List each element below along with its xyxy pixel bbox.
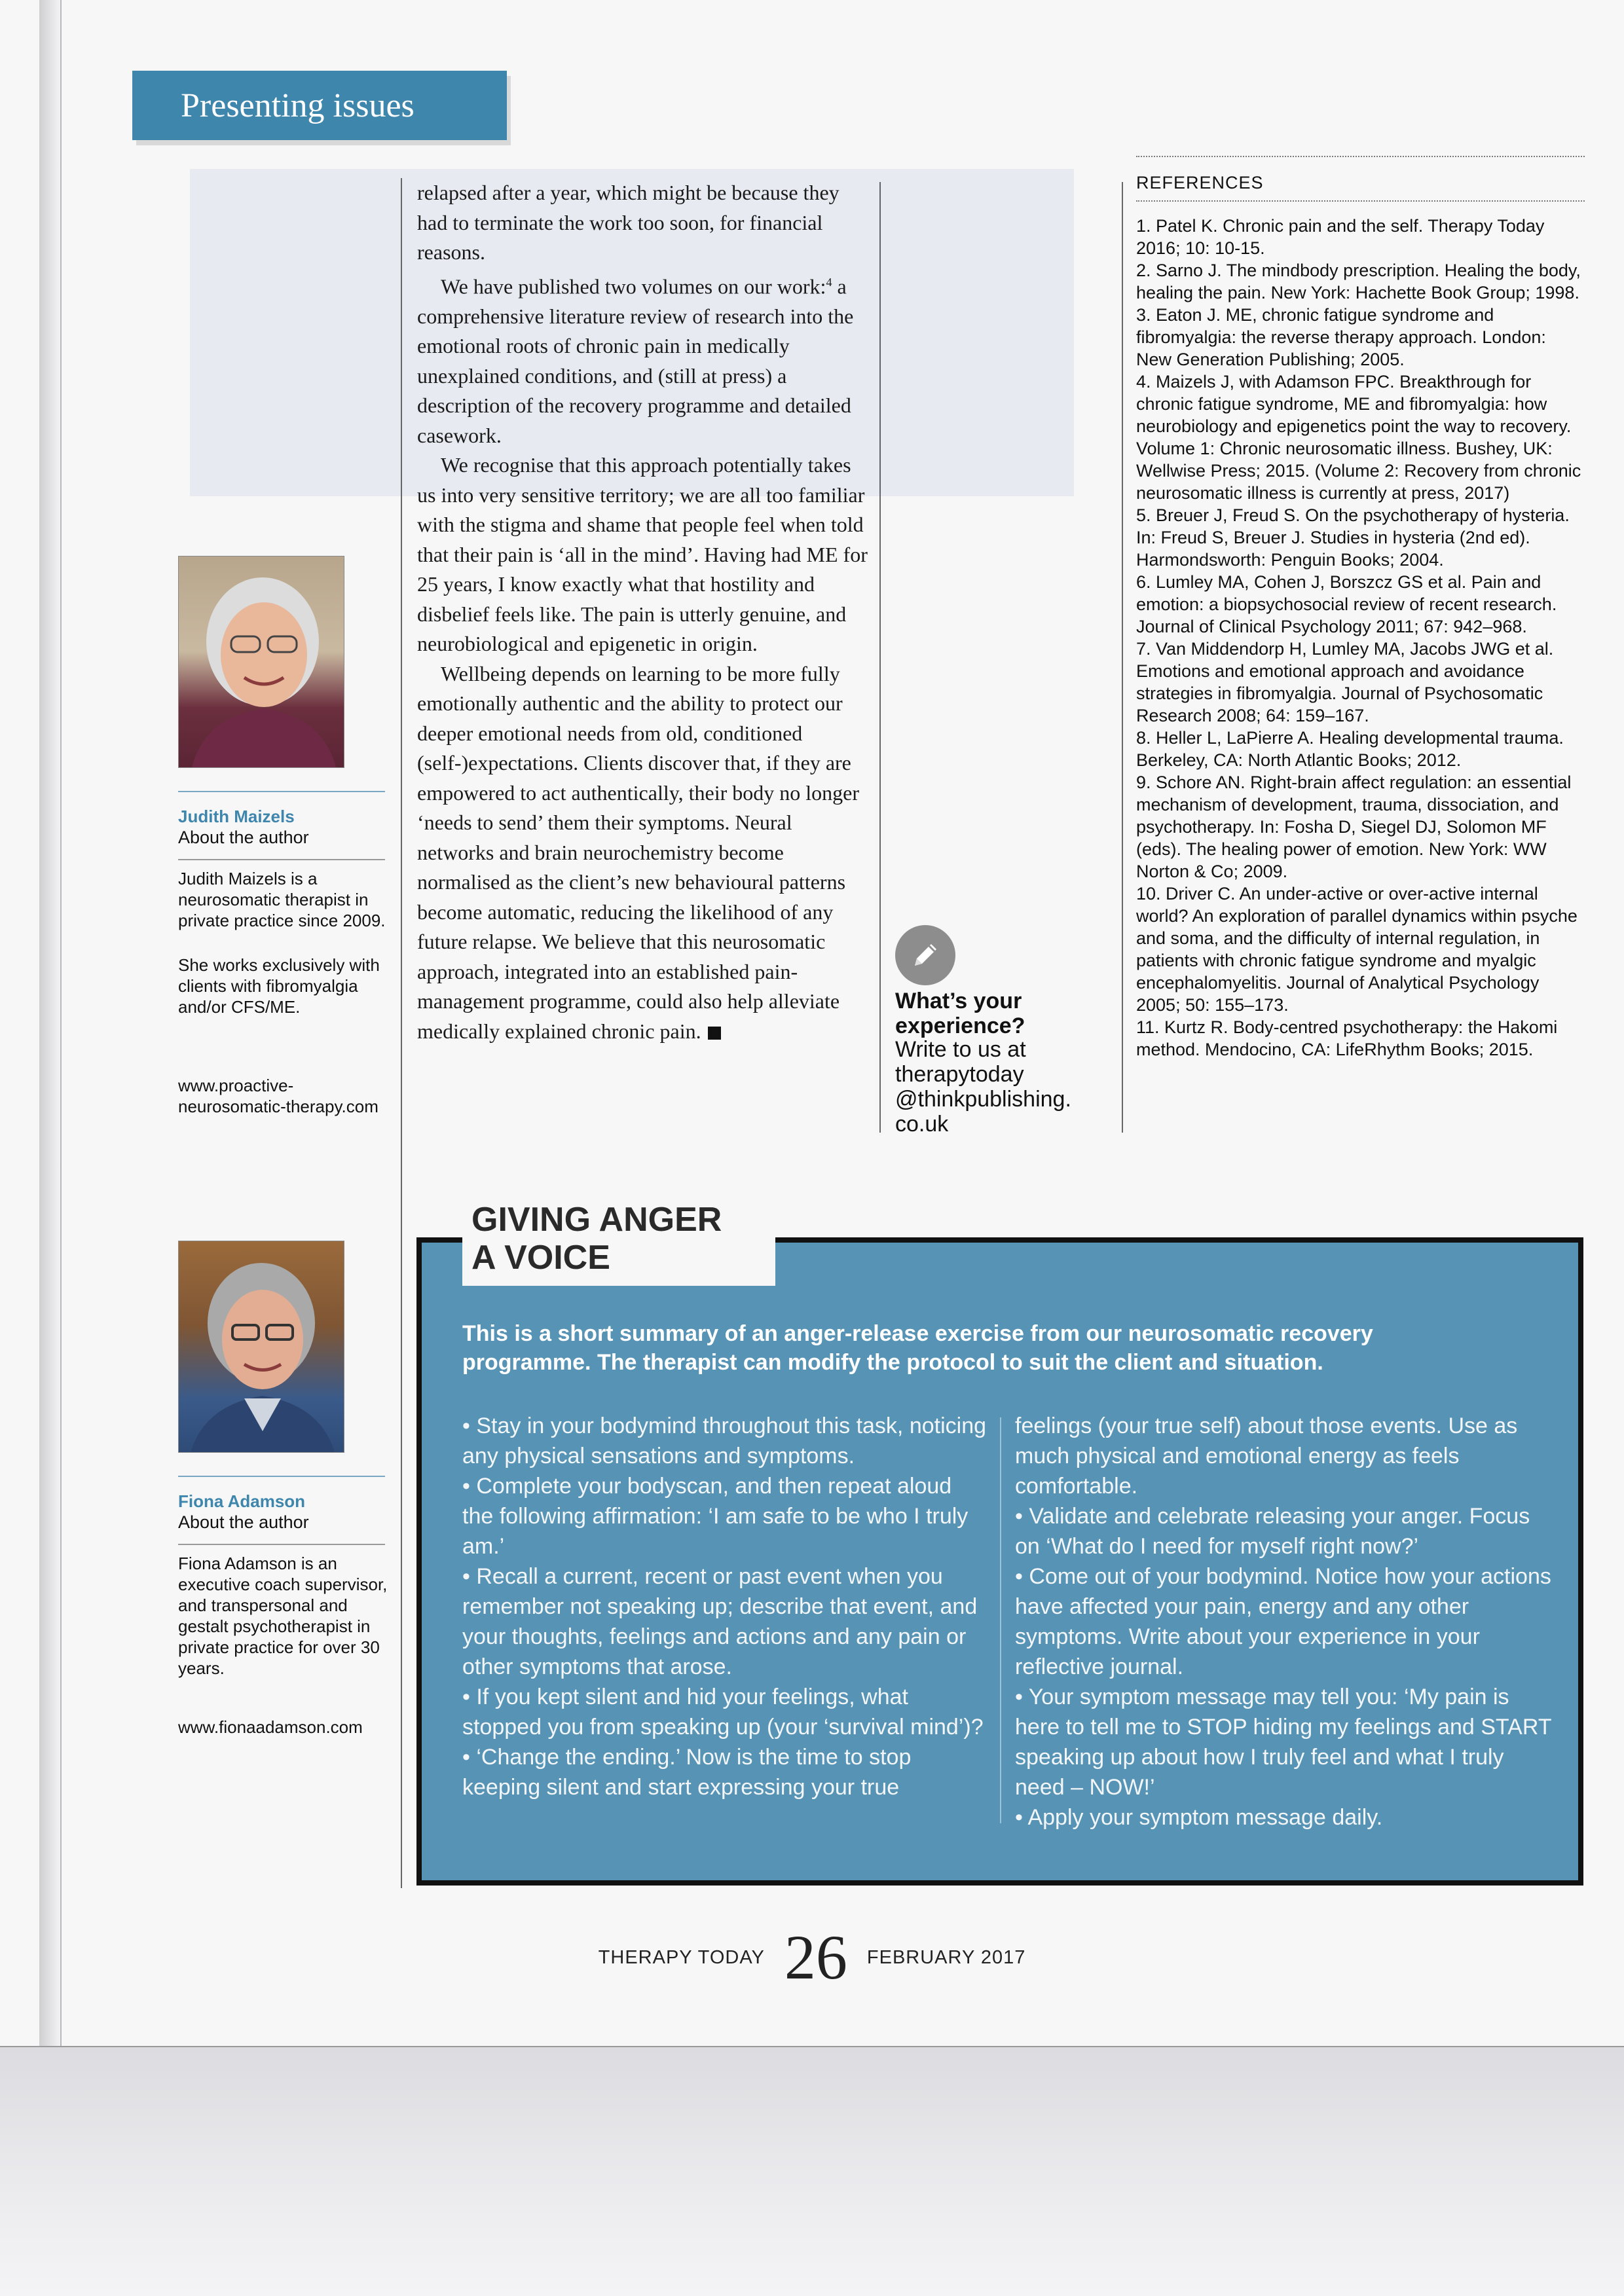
issue-date: FEBRUARY 2017: [866, 1946, 1026, 1968]
write-to-us-title: What’s your experience?: [895, 989, 1025, 1038]
reference-item: 9. Schore AN. Right-brain affect regulation: an essential mechanism of development, trauma, dissociation, and psychotherapy. In: Fosha D, Siegel DJ, Solomon MF (eds). The healing power of emotion. New York: WW Norton & Co; 2009.: [1136, 773, 1572, 881]
exercise-step: • Your symptom message may tell you: ‘My pain is here to tell me to STOP hiding my feelings and START speaking up about how I truly feel and what I truly need – NOW!’: [1015, 1685, 1551, 1800]
exercise-step: • Complete your bodyscan, and then repeat aloud the following affirmation: ‘I am safe to be who I truly am.’: [462, 1474, 969, 1559]
exercise-step: • Recall a current, recent or past event when you remember not speaking up; describe that event, and your thoughts, feelings and actions and any pain or other symptoms that arose.: [462, 1564, 978, 1679]
exercise-step: • Validate and celebrate releasing your anger. Focus on ‘What do I need for myself right now?’: [1015, 1504, 1530, 1559]
article-end-mark: [708, 1027, 721, 1040]
references-list: [1136, 215, 1585, 1061]
body-paragraph: relapsed after a year, which might be because they had to terminate the work too soon, for financial reasons.: [417, 181, 840, 264]
exercise-step: • Come out of your bodymind. Notice how your actions have affected your pain, energy and any other symptoms. Write about your experience in your reflective journal.: [1015, 1564, 1551, 1679]
body-paragraph: We recognise that this approach potentially takes us into very sensitive territory; we are all too familiar with the stigma and shame that people feel when told that their pain is ‘all in the mind’. Having had ME for 25 years, I know exactly what that hostility and disbelief feels like. The pain is utterly genuine, and neurobiological and epigenetic in origin.: [417, 453, 868, 656]
exercise-step: • Stay in your bodymind throughout this task, noticing any physical sensations and symptoms.: [462, 1413, 987, 1468]
author-bio: [178, 868, 394, 1041]
sidebar-box-column-rule: [1000, 1417, 1001, 1823]
about-the-author-label: About the author: [178, 1512, 309, 1532]
author-photo-fiona: [178, 1241, 344, 1453]
column-rule-left: [401, 178, 402, 1888]
author-divider: [178, 859, 385, 860]
article-body: [417, 178, 872, 1046]
author-name: Judith Maizels: [178, 807, 295, 826]
exercise-step: feelings (your true self) about those events. Use as much physical and emotional energy as feels comfortable.: [1015, 1413, 1518, 1499]
author-website-link[interactable]: www.fionaadamson.com: [178, 1717, 363, 1737]
column-rule-middle: [879, 182, 881, 1133]
exercise-step: • Apply your symptom message daily.: [1015, 1805, 1383, 1830]
references-section: [1136, 172, 1585, 1061]
page-footer: [0, 1922, 1624, 1992]
author-name: Fiona Adamson: [178, 1491, 306, 1511]
author-photo-judith: [178, 556, 344, 768]
author-bio-paragraph: She works exclusively with clients with fibromyalgia and/or CFS/ME.: [178, 955, 380, 1017]
references-top-rule: [1136, 156, 1585, 157]
author-divider: [178, 1476, 385, 1477]
sidebar-box-right-column: [1015, 1411, 1552, 1832]
author-bio-paragraph: Judith Maizels is a neurosomatic therapist in private practice since 2009.: [178, 869, 386, 930]
reference-item: 6. Lumley MA, Cohen J, Borszcz GS et al. Pain and emotion: a biopsychosocial review of recent research. Journal of Clinical Psychology 2011; 67: 942–968.: [1136, 572, 1557, 636]
reference-item: 8. Heller L, LaPierre A. Healing developmental trauma. Berkeley, CA: North Atlantic Books; 2012.: [1136, 728, 1564, 770]
page-binding-edge: [39, 0, 62, 2046]
author-bio-paragraph: Fiona Adamson is an executive coach supervisor, and transpersonal and gestalt psychotherapist in private practice for over 30 years.: [178, 1554, 388, 1678]
magazine-name: THERAPY TODAY: [598, 1946, 765, 1968]
column-rule-right: [1122, 182, 1123, 1133]
reference-item: 2. Sarno J. The mindbody prescription. Healing the body, healing the pain. New York: Hachette Book Group; 1998.: [1136, 261, 1581, 302]
sidebar-box-left-column: [462, 1411, 986, 1802]
sidebar-box-title: GIVING ANGER A VOICE: [462, 1193, 775, 1286]
references-heading-rule: [1136, 200, 1585, 202]
reference-item: 11. Kurtz R. Body-centred psychotherapy: the Hakomi method. Mendocino, CA: LifeRhythm Books; 2015.: [1136, 1017, 1558, 1059]
scan-background: [0, 2047, 1624, 2296]
write-to-us-contact[interactable]: Write to us at therapytoday @thinkpublishing. co.uk: [895, 1037, 1071, 1137]
body-paragraph: Wellbeing depends on learning to be more fully emotionally authentic and the ability to protect our deeper emotional needs from old, conditioned (self-)expectations. Clients discover that, if they are empowered to act authentically, their body no longer ‘needs to send’ them their symptoms. Neural networks and brain neurochemistry become normalised as the client’s new behavioural patterns become automatic, reducing the likelihood of any future relapse. We believe that this neurosomatic approach, integrated into an established pain-management programme, could also help alleviate medically explained chronic pain.: [417, 661, 860, 1043]
body-paragraph: We have published two volumes on our work:$^4$ a comprehensive literature review of research into the emotional roots of chronic pain in medically unexplained conditions, and (still at press) a description of the recovery programme and detailed casework.: [417, 274, 854, 447]
pencil-icon: [895, 925, 955, 985]
reference-item: 10. Driver C. An under-active or over-active internal world? An exploration of parallel dynamics within psyche and soma, and the difficulty of internal regulation, in patients with chronic fatigue syndrome and myalgic encephalomyelitis. Journal of Analytical Psychology 2005; 50: 155–173.: [1136, 884, 1578, 1015]
reference-item: 5. Breuer J, Freud S. On the psychotherapy of hysteria. In: Freud S, Breuer J. Studies in hysteria (2nd ed). Harmondsworth: Penguin Books; 2004.: [1136, 505, 1570, 570]
author-divider: [178, 791, 385, 792]
page-number: 26: [784, 1922, 847, 1992]
reference-item: 4. Maizels J, with Adamson FPC. Breakthrough for chronic fatigue syndrome, ME and fibromyalgia: how neurobiology and epigenetics point the way to recovery. Volume 1: Chronic neurosomatic illness. Bushey, UK: Wellwise Press; 2015. (Volume 2: Recovery from chronic neurosomatic illness is currently at press, 2017): [1136, 372, 1581, 503]
sidebar-box-intro: This is a short summary of an anger-release exercise from our neurosomatic recovery programme. The therapist can modify the protocol to suit the client and situation.: [462, 1321, 1373, 1375]
exercise-step: • ‘Change the ending.’ Now is the time to stop keeping silent and start expressing your true: [462, 1745, 912, 1800]
references-heading: REFERENCES: [1136, 173, 1264, 192]
reference-item: 1. Patel K. Chronic pain and the self. Therapy Today 2016; 10: 10-15.: [1136, 216, 1545, 258]
section-tag: Presenting issues: [132, 71, 507, 140]
author-divider: [178, 1544, 385, 1545]
reference-item: 3. Eaton J. ME, chronic fatigue syndrome and fibromyalgia: the reverse therapy approach. London: New Generation Publishing; 2005.: [1136, 305, 1546, 369]
exercise-step: • If you kept silent and hid your feelings, what stopped you from speaking up (your ‘survival mind’)?: [462, 1685, 984, 1740]
author-bio: [178, 1553, 394, 1702]
author-website-link[interactable]: www.proactive-neurosomatic-therapy.com: [178, 1076, 378, 1116]
footnote-marker: 4: [826, 275, 832, 289]
reference-item: 7. Van Middendorp H, Lumley MA, Jacobs JWG et al. Emotions and emotional approach and avoidance strategies in fibromyalgia. Journal of Psychosomatic Research 2008; 64: 159–167.: [1136, 639, 1554, 725]
about-the-author-label: About the author: [178, 828, 309, 847]
